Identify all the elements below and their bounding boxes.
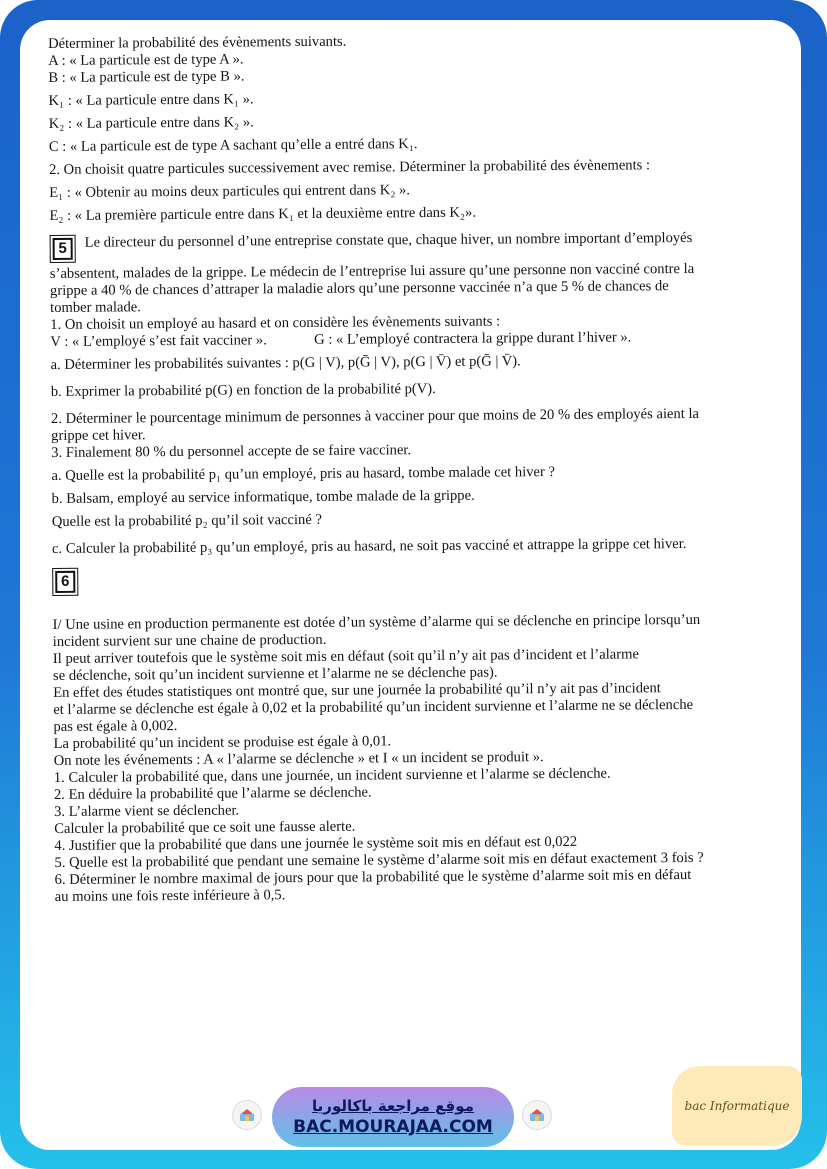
ex6-paragraph-3-line-2: et l’alarme se déclenche est égale à 0,02 et la probabilité qu’un incident survienne et l’alarme ne se déclenche bbox=[53, 696, 694, 718]
ex4-event-a: A : « La particule est de type A ». bbox=[48, 51, 244, 69]
ex5-question-2-line-1: 2. Déterminer le pourcentage minimum de personnes à vacciner pour que moins de 20 % des employés aient la bbox=[50, 405, 700, 427]
document-page bbox=[20, 20, 801, 1150]
exercise-6-header bbox=[52, 562, 787, 593]
bac-informatique-text: bac Informatique bbox=[684, 1099, 790, 1113]
ex6-paragraph-1-line-1: I/ Une usine en production permanente est dotée d’un système d’alarme qui se déclenche en principe lorsqu’un bbox=[52, 611, 701, 633]
ex6-question-3-line-2: Calculer la probabilité que ce soit une fausse alerte. bbox=[54, 818, 356, 837]
ex5-question-1b: b. Exprimer la probabilité p(G) en fonction de la probabilité p(V). bbox=[50, 380, 436, 400]
ex4-event-e1: E₁ : « Obtenir au moins deux particules qui entrent dans K₂ ». bbox=[49, 182, 411, 201]
ex5-question-3b-line-1: b. Balsam, employé au service informatique, tombe malade de la grippe. bbox=[51, 487, 475, 507]
ex6-question-1: 1. Calculer la probabilité que, dans une journée, un incident survienne et l’alarme se déclenche. bbox=[53, 765, 611, 786]
ex6-incident-probability: La probabilité qu’un incident se produise est égale à 0,01. bbox=[53, 733, 392, 752]
ex5-question-1: 1. On choisit un employé au hasard et on considère les évènements suivants : bbox=[50, 313, 501, 333]
ex5-question-1a: a. Déterminer les probabilités suivantes : p(G | V), p(Ḡ | V), p(G | V̄) et p(Ḡ | V̄). bbox=[50, 353, 521, 373]
ex5-question-3c: c. Calculer la probabilité p₃ qu’un employé, pris au hasard, ne soit pas vacciné et attrappe la grippe cet hiver. bbox=[51, 536, 687, 557]
ex6-question-2: 2. En déduire la probabilité que l’alarme se déclenche. bbox=[53, 784, 372, 803]
ex4-event-k2: K₂ : « La particule entre dans K₂ ». bbox=[48, 114, 254, 132]
site-badge[interactable] bbox=[272, 1087, 514, 1147]
ex6-question-6-line-1: 6. Déterminer le nombre maximal de jours pour que la probabilité que le système d’alarme soit mis en défaut bbox=[54, 866, 692, 888]
ex4-event-c: C : « La particule est de type A sachant qu’elle a entré dans K₁. bbox=[48, 136, 418, 155]
ex5-question-2-line-2: grippe cet hiver. bbox=[51, 427, 146, 444]
ex6-paragraph-2-line-2: se déclenche, soit qu’un incident survienne et l’alarme ne se déclenche pas). bbox=[52, 664, 498, 684]
ex6-question-5: 5. Quelle est la probabilité que pendant une semaine le système d’alarme soit mis en défaut exactement 3 fois ? bbox=[54, 849, 704, 871]
ex6-paragraph-1-line-2: incident survient sur une chaine de production. bbox=[52, 631, 327, 650]
exercise-5-number: 5 bbox=[53, 238, 73, 260]
bac-informatique-logo bbox=[672, 1066, 802, 1146]
site-logo-right-icon bbox=[522, 1100, 552, 1130]
ex5-question-3b-line-2: Quelle est la probabilité p₂ qu’il soit vacciné ? bbox=[51, 511, 322, 530]
site-url-link[interactable]: BAC.MOURAJAA.COM bbox=[293, 1117, 493, 1137]
ex4-question-2: 2. On choisit quatre particules successivement avec remise. Déterminer la probabilité des évènements : bbox=[48, 157, 651, 178]
ex6-paragraph-3-line-3: pas est égale à 0,002. bbox=[53, 718, 178, 735]
ex5-intro-line-2: s’absentent, malades de la grippe. Le médecin de l’entreprise lui assure qu’une personne non vacciné contre la bbox=[49, 260, 695, 282]
ex6-question-3-line-1: 3. L’alarme vient se déclencher. bbox=[54, 802, 240, 820]
exercise-6-number: 6 bbox=[55, 571, 75, 593]
ex4-event-k1: K₁ : « La particule entre dans K₁ ». bbox=[48, 91, 254, 109]
ex5-question-3: 3. Finalement 80 % du personnel accepte de se faire vacciner. bbox=[51, 442, 412, 461]
site-logo-left-icon bbox=[232, 1100, 262, 1130]
ex5-intro-line-1: Le directeur du personnel d’une entreprise constate que, chaque hiver, un nombre important d’employés bbox=[84, 229, 693, 251]
ex4-event-b: B : « La particule est de type B ». bbox=[48, 68, 245, 86]
ex6-question-6-line-2: au moins une fois reste inférieure à 0,5. bbox=[54, 887, 286, 905]
ex5-intro-line-3: grippe a 40 % de chances d’attraper la maladie alors qu’une personne vaccinée n’a que 5 % de chances de bbox=[49, 278, 669, 299]
ex6-question-4: 4. Justifier que la probabilité que dans une journée le système soit mis en défaut est 0,022 bbox=[54, 833, 578, 854]
document-content bbox=[48, 30, 790, 906]
ex4-event-e2: E₂ : « La première particule entre dans K₁ et la deuxième entre dans K₂». bbox=[49, 204, 477, 224]
ex6-events: On note les événements : A « l’alarme se déclenche » et I « un incident se produit ». bbox=[53, 749, 544, 769]
site-name-arabic[interactable]: موقع مراجعة باكالوريا bbox=[312, 1097, 474, 1115]
exercise-5-header bbox=[50, 229, 785, 260]
ex5-event-g: G : « L’employé contractera la grippe durant l’hiver ». bbox=[314, 329, 632, 348]
ex6-paragraph-2-line-1: Il peut arriver toutefois que le système soit mis en défaut (soit qu’il n’y ait pas d’incident et l’alarme bbox=[52, 646, 639, 667]
ex5-intro-line-4: tomber malade. bbox=[50, 299, 141, 316]
ex6-paragraph-3-line-1: En effet des études statistiques ont montré que, sur une journée la probabilité qu’il n’y ait pas d’incident bbox=[53, 680, 661, 701]
ex5-question-3a: a. Quelle est la probabilité p₁ qu’un employé, pris au hasard, tombe malade cet hiver ? bbox=[51, 464, 556, 484]
ex5-event-v: V : « L’employé s’est fait vacciner ». bbox=[50, 332, 267, 350]
ex4-intro: Déterminer la probabilité des évènements suivants. bbox=[48, 33, 347, 52]
